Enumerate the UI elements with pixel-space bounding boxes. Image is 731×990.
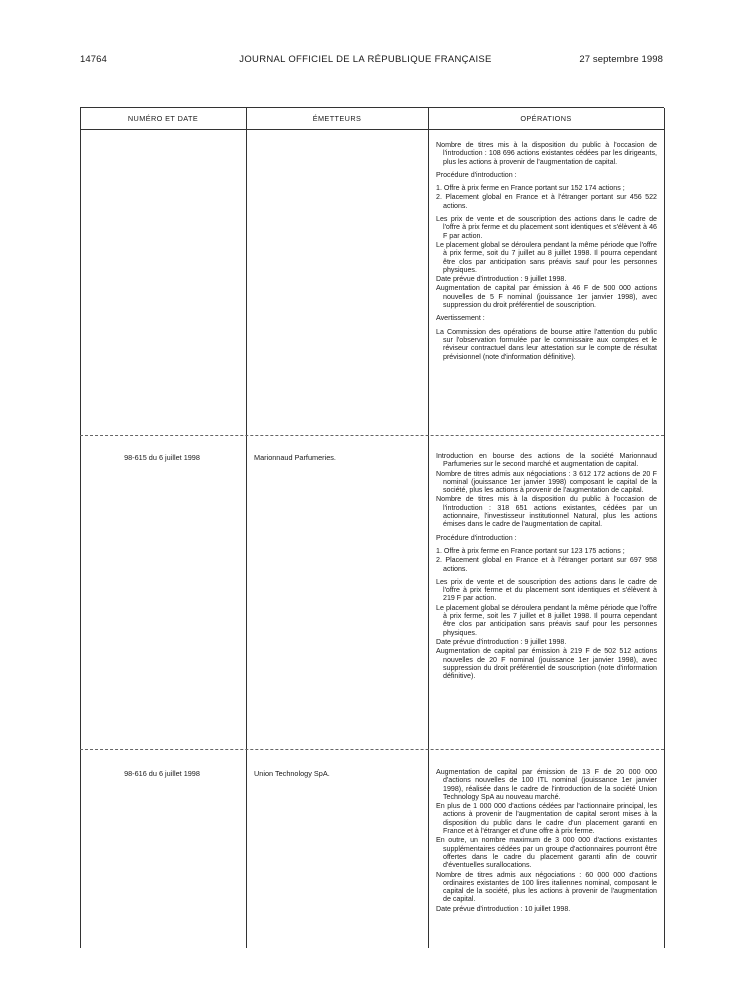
row-emetteur: Marionnaud Parfumeries. — [254, 453, 336, 462]
operation-paragraph: Le placement global se déroulera pendant la même période que l'offre à prix ferme, soit les 7 juillet et 8 juillet 1998. Il pourra cependant être clos par anticipation sans préavis sauf pour les personnes physiques. — [436, 603, 657, 637]
column-divider — [246, 108, 247, 948]
operations-table — [80, 107, 664, 948]
operation-paragraph: Les prix de vente et de souscription des actions dans le cadre de l'offre à prix ferme et du placement sont identiques et s'élèvent à 46 F par action. — [436, 215, 657, 240]
operation-paragraph: 2. Placement global en France et à l'étranger portant sur 697 958 actions. — [436, 556, 657, 573]
journal-title: JOURNAL OFFICIEL DE LA RÉPUBLIQUE FRANÇAISE — [239, 54, 492, 65]
operation-paragraph: Nombre de titres mis à la disposition du public à l'occasion de l'introduction : 108 696 actions existantes cédées par les dirigeants, plus les actions à provenir de l'augmentation de capital. — [436, 141, 657, 166]
operation-paragraph: Procédure d'introduction : — [436, 533, 517, 542]
header-rule — [80, 129, 664, 130]
operation-paragraph: 2. Placement global en France et à l'étranger portant sur 456 522 actions. — [436, 193, 657, 210]
column-header-operations: OPÉRATIONS — [520, 114, 572, 123]
operation-paragraph: Introduction en bourse des actions de la société Marionnaud Parfumeries sur le second marché et augmentation de capital. — [436, 452, 657, 469]
operation-paragraph: Date prévue d'introduction : 10 juillet 1998. — [436, 904, 571, 913]
operation-paragraph: Augmentation de capital par émission de 13 F de 20 000 000 d'actions nouvelles de 100 ITL nominal (jouissance 1er janvier 1998), réalisée dans le cadre de l'introduction de la société Union Technology SpA au nouveau marché. — [436, 768, 657, 801]
column-header-emetteurs: ÉMETTEURS — [312, 114, 362, 123]
operation-paragraph: Augmentation de capital par émission à 219 F de 502 512 actions nouvelles de 20 F nominal (jouissance 1er janvier 1998), avec suppression du droit préférentiel de souscription (note d'information définitive). — [436, 647, 657, 681]
column-divider — [80, 108, 81, 948]
operation-paragraph: Nombre de titres admis aux négociations : 60 000 000 d'actions ordinaires existantes de 100 lires italiennes nominal, composant le capital de la société, plus les actions à provenir de l'augmentation de capital. — [436, 870, 657, 904]
operation-paragraph: Le placement global se déroulera pendant la même période que l'offre à prix ferme, soit du 7 juillet au 8 juillet 1998. Il pourra cependant être clos par anticipation sans préavis sauf pour les personnes physiques. — [436, 240, 657, 274]
table-row-operations — [436, 768, 657, 914]
operation-paragraph: Date prévue d'introduction : 9 juillet 1998. — [436, 637, 567, 646]
operation-paragraph: Avertissement : — [436, 314, 485, 323]
operation-paragraph: En outre, un nombre maximum de 3 000 000 d'actions existantes supplémentaires cédées par un groupe d'actionnaires pourront être offertes dans le cadre du placement garanti afin de couvrir d'éventuelles surallocations. — [436, 836, 657, 870]
page-number: 14764 — [80, 54, 107, 65]
table-row-operations — [436, 452, 657, 681]
column-header-numero: NUMÉRO ET DATE — [127, 114, 199, 123]
row-number-date: 98-615 du 6 juillet 1998 — [124, 453, 200, 462]
operation-paragraph: Augmentation de capital par émission à 46 F de 500 000 actions nouvelles de 5 F nominal (jouissance 1er janvier 1998), avec suppression du droit préférentiel de souscription. — [436, 284, 657, 310]
operation-paragraph: 1. Offre à prix ferme en France portant sur 123 175 actions ; — [436, 546, 625, 555]
column-divider — [428, 108, 429, 948]
operation-paragraph: En plus de 1 000 000 d'actions cédées par l'actionnaire principal, les actions à provenir de l'augmentation de capital seront mises à la disposition du public dans le cadre d'un placement garanti en France et à l'étranger et d'une offre à prix ferme. — [436, 802, 657, 836]
operation-paragraph: Nombre de titres admis aux négociations : 3 612 172 actions de 20 F nominal (jouissance 1er janvier 1998) composant le capital de la société, plus les actions à provenir de l'augmentation de capital. — [436, 469, 657, 495]
column-divider — [664, 108, 665, 948]
row-emetteur: Union Technology SpA. — [254, 769, 330, 778]
table-row-operations — [436, 141, 657, 362]
issue-date: 27 septembre 1998 — [579, 54, 663, 65]
operation-paragraph: Les prix de vente et de souscription des actions dans le cadre de l'offre à prix ferme et du placement sont identiques et s'élèvent à 219 F par action. — [436, 577, 657, 603]
row-number-date: 98-616 du 6 juillet 1998 — [124, 769, 200, 778]
row-divider — [80, 749, 664, 750]
operation-paragraph: Date prévue d'introduction : 9 juillet 1998. — [436, 275, 567, 284]
operation-paragraph: La Commission des opérations de bourse attire l'attention du public sur l'observation formulée par le commissaire aux comptes et le réviseur contractuel dans leur attestation sur le compte de résultat prévisionnel (note d'information définitive). — [436, 327, 657, 361]
operation-paragraph: 1. Offre à prix ferme en France portant sur 152 174 actions ; — [436, 184, 625, 193]
operation-paragraph: Nombre de titres mis à la disposition du public à l'occasion de l'introduction : 318 651 actions existantes, cédées par un actionnaire, l'investisseur institutionnel Natural, plus les actions émises dans le cadre de l'augmentation de capital. — [436, 495, 657, 529]
row-divider — [80, 435, 664, 436]
operation-paragraph: Procédure d'introduction : — [436, 170, 517, 179]
